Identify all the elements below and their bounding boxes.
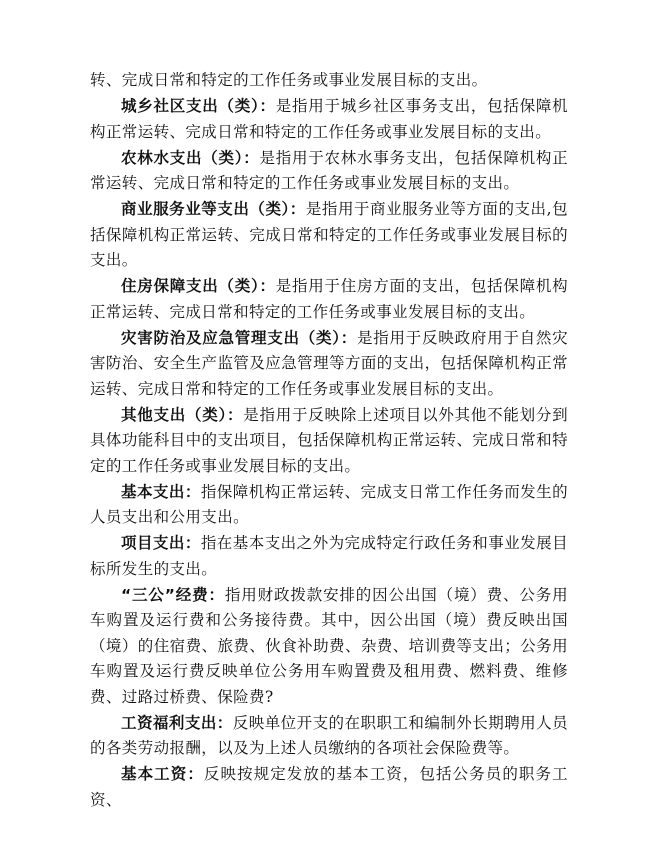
paragraph-disaster-emergency bbox=[90, 326, 568, 403]
term-heading: 其他支出（类）： bbox=[121, 405, 244, 424]
paragraph-text: 转、完成日常和特定的工作任务或事业发展目标的支出。 bbox=[90, 71, 488, 89]
paragraph-text: 是指用于反映除上述项目以外其他不能划分到具体功能科目中的支出项目，包括保障机构正常运转、完成日常和特定的工作任务或事业发展目标的支出。 bbox=[90, 405, 568, 475]
paragraph-text: 是指用于城乡社区事务支出，包括保障机构正常运转、完成日常和特定的工作任务或事业发展目标的支出。 bbox=[90, 97, 568, 141]
paragraph-basic-expenditure bbox=[90, 480, 568, 531]
term-heading: 城乡社区支出（类）： bbox=[121, 97, 276, 115]
paragraph-text: 是指用于商业服务业等方面的支出,包括保障机构正常运转、完成日常和特定的工作任务或事业发展目标的支出。 bbox=[90, 200, 568, 269]
term-heading: 灾害防治及应急管理支出（类）： bbox=[121, 328, 358, 347]
term-heading: 项目支出： bbox=[121, 534, 201, 552]
paragraph-continuation bbox=[90, 68, 568, 94]
paragraph-text: 指在基本支出之外为完成特定行政任务和事业发展目标所发生的支出。 bbox=[90, 534, 568, 578]
paragraph-urban-rural-community bbox=[90, 94, 568, 145]
paragraph-text: 是指用于农林水事务支出，包括保障机构正常运转、完成日常和特定的工作任务或事业发展目标的支出。 bbox=[90, 148, 568, 192]
paragraph-wages-welfare bbox=[90, 711, 568, 762]
term-heading: 商业服务业等支出（类）： bbox=[121, 200, 306, 218]
paragraph-project-expenditure bbox=[90, 531, 568, 582]
paragraph-text: 是指用于住房方面的支出，包括保障机构正常运转、完成日常和特定的工作任务或事业发展目标的支出。 bbox=[90, 277, 568, 321]
term-heading: 农林水支出（类）： bbox=[121, 148, 260, 167]
paragraph-text: 指用财政拨款安排的因公出国（境）费、公务用车购置及运行费和公务接待费。其中，因公出国（境）费反映出国（境）的住宿费、旅费、伙食补助费、杂费、培训费等支出；公务用车购置及运行费反映单位公务用车购置费及租用费、燃料费、维修费、过路过桥费、保险费? bbox=[90, 585, 568, 706]
term-heading: 工资福利支出： bbox=[121, 713, 233, 732]
paragraph-text: 指保障机构正常运转、完成支日常工作任务而发生的人员支出和公用支出。 bbox=[90, 482, 568, 526]
paragraph-agriculture-forestry-water bbox=[90, 146, 568, 197]
term-heading: 基本工资： bbox=[121, 765, 204, 783]
paragraph-basic-wages bbox=[90, 762, 568, 813]
paragraph-text: 是指用于反映政府用于自然灾害防治、安全生产监管及应急管理等方面的支出，包括保障机构正常运转、完成日常和特定的工作任务或事业发展目标的支出。 bbox=[90, 328, 568, 398]
paragraph-text: 反映按规定发放的基本工资，包括公务员的职务工资、 bbox=[90, 765, 568, 809]
term-heading: “三公”经费： bbox=[121, 585, 225, 604]
term-heading: 住房保障支出（类）： bbox=[121, 277, 276, 295]
paragraph-commerce-services bbox=[90, 197, 568, 274]
paragraph-text: 反映单位开支的在职职工和编制外长期聘用人员的各类劳动报酬，以及为上述人员缴纳的各项社会保险费等。 bbox=[90, 713, 568, 757]
paragraph-other-expenditure bbox=[90, 403, 568, 480]
document-body bbox=[90, 68, 568, 814]
paragraph-three-public-funds bbox=[90, 583, 568, 711]
paragraph-housing-security bbox=[90, 274, 568, 325]
term-heading: 基本支出： bbox=[121, 482, 201, 501]
